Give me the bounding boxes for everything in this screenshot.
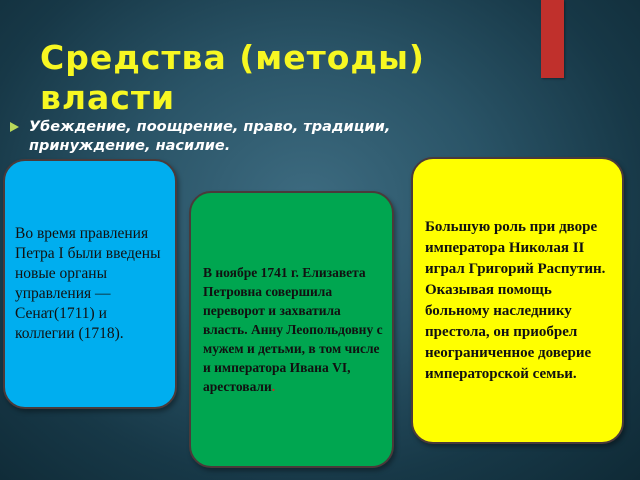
accent-bar	[541, 0, 564, 78]
card-elizabeth-end-mark: .	[271, 379, 276, 394]
card-rasputin-text: Большую роль при дворе императора Николая II играл Григорий Распутин. Оказывая помощь больному наследнику престола, он приобрел неограниченное доверие императорской семьи.	[425, 218, 606, 382]
bullet-item	[10, 118, 480, 156]
card-rasputin	[411, 157, 624, 444]
card-elizabeth-text	[203, 263, 384, 396]
bullet-text: Убеждение, поощрение, право, традиции, принуждение, насилие.	[29, 119, 391, 154]
card-peter-text: Во время правления Петра I были введены новые органы управления — Сенат(1711) и коллегии (1718).	[15, 225, 161, 342]
triangle-bullet-icon	[10, 122, 19, 132]
card-peter	[3, 159, 177, 409]
card-elizabeth-body: В ноябре 1741 г. Елизавета Петровна совершила переворот и захватила власть. Анну Леопольдовну с мужем и детьми, в том числе и императора Ивана VI, арестовали	[203, 265, 383, 394]
slide-title: Средства (методы) власти	[40, 38, 426, 117]
card-elizabeth	[189, 191, 394, 468]
